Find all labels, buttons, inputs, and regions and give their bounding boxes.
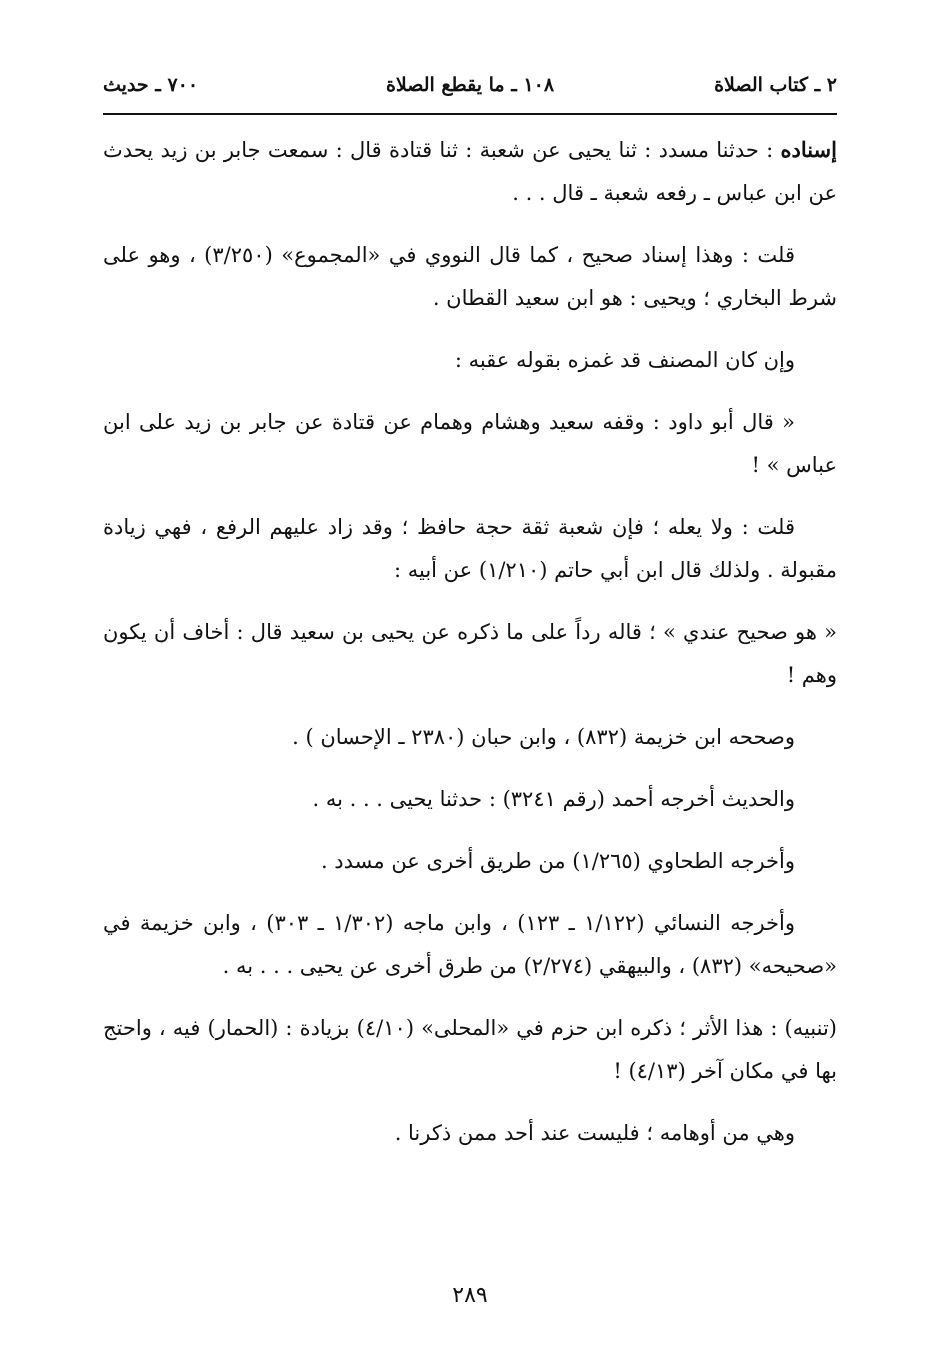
paragraph-text: قلت : وهذا إسناد صحيح ، كما قال النووي في «المجموع» (٣/٢٥٠) ، وهو على شرط البخاري ؛ ويحيى : هو ابن سعيد القطان . — [103, 243, 837, 310]
paragraph — [103, 716, 837, 759]
paragraph — [103, 234, 837, 320]
page-number: ٢٨٩ — [452, 1283, 488, 1308]
paragraph — [103, 840, 837, 883]
paragraph-text: وإن كان المصنف قد غمزه بقوله عقبه : — [454, 348, 795, 372]
paragraph — [103, 401, 837, 487]
paragraph-text: « قال أبو داود : وقفه سعيد وهشام وهمام عن قتادة عن جابر بن زيد على ابن عباس » ! — [103, 410, 837, 477]
paragraph-text: : حدثنا مسدد : ثنا يحيى عن شعبة : ثنا قتادة قال : سمعت جابر بن زيد يحدث عن ابن عباس ـ رفعه شعبة ـ قال . . . — [103, 138, 837, 205]
paragraph-text: وصححه ابن خزيمة (٨٣٢) ، وابن حبان (٢٣٨٠ ـ الإحسان ) . — [292, 725, 795, 749]
paragraph — [103, 902, 837, 988]
paragraph-text: وأخرجه الطحاوي (١/٢٦٥) من طريق أخرى عن مسدد . — [320, 849, 795, 873]
running-header — [103, 70, 837, 110]
paragraph-text: « هو صحيح عندي » ؛ قاله رداً على ما ذكره عن يحيى بن سعيد قال : أخاف أن يكون وهم ! — [103, 620, 837, 687]
header-hadith-number: ٧٠٠ ـ حديث — [103, 74, 199, 96]
paragraph — [103, 1112, 837, 1155]
paragraph-text: والحديث أخرجه أحمد (رقم ٣٢٤١) : حدثنا يحيى . . . به . — [312, 787, 795, 811]
paragraph — [103, 339, 837, 382]
paragraph — [103, 128, 837, 215]
header-book-title: ٢ ـ كتاب الصلاة — [714, 74, 837, 96]
paragraph-text: (تنبيه) : هذا الأثر ؛ ذكره ابن حزم في «المحلى» (٤/١٠) بزيادة : (الحمار) فيه ، واحتج بها في مكان آخر (٤/١٣) ! — [103, 1016, 838, 1083]
paragraph-text: قلت : ولا يعله ؛ فإن شعبة ثقة حجة حافظ ؛ وقد زاد عليهم الرفع ، فهي زيادة مقبولة . ولذلك قال ابن أبي حاتم (١/٢١٠) عن أبيه : — [103, 515, 837, 582]
paragraph — [103, 506, 837, 592]
paragraph — [103, 778, 837, 821]
paragraph-lead: إسناده — [780, 137, 837, 162]
header-divider — [103, 113, 837, 115]
paragraph — [103, 611, 837, 697]
paragraph — [103, 1007, 837, 1093]
header-chapter-title: ١٠٨ ـ ما يقطع الصلاة — [385, 74, 555, 96]
paragraph-text: وهي من أوهامه ؛ فليست عند أحد ممن ذكرنا . — [394, 1121, 795, 1145]
paragraph-text: وأخرجه النسائي (١/١٢٢ ـ ١٢٣) ، وابن ماجه (١/٣٠٢ ـ ٣٠٣) ، وابن خزيمة في «صحيحه» (٨٣٢) ، والبيهقي (٢/٢٧٤) من طرق أخرى عن يحيى . . . به . — [103, 911, 837, 978]
body-text — [103, 128, 837, 1174]
